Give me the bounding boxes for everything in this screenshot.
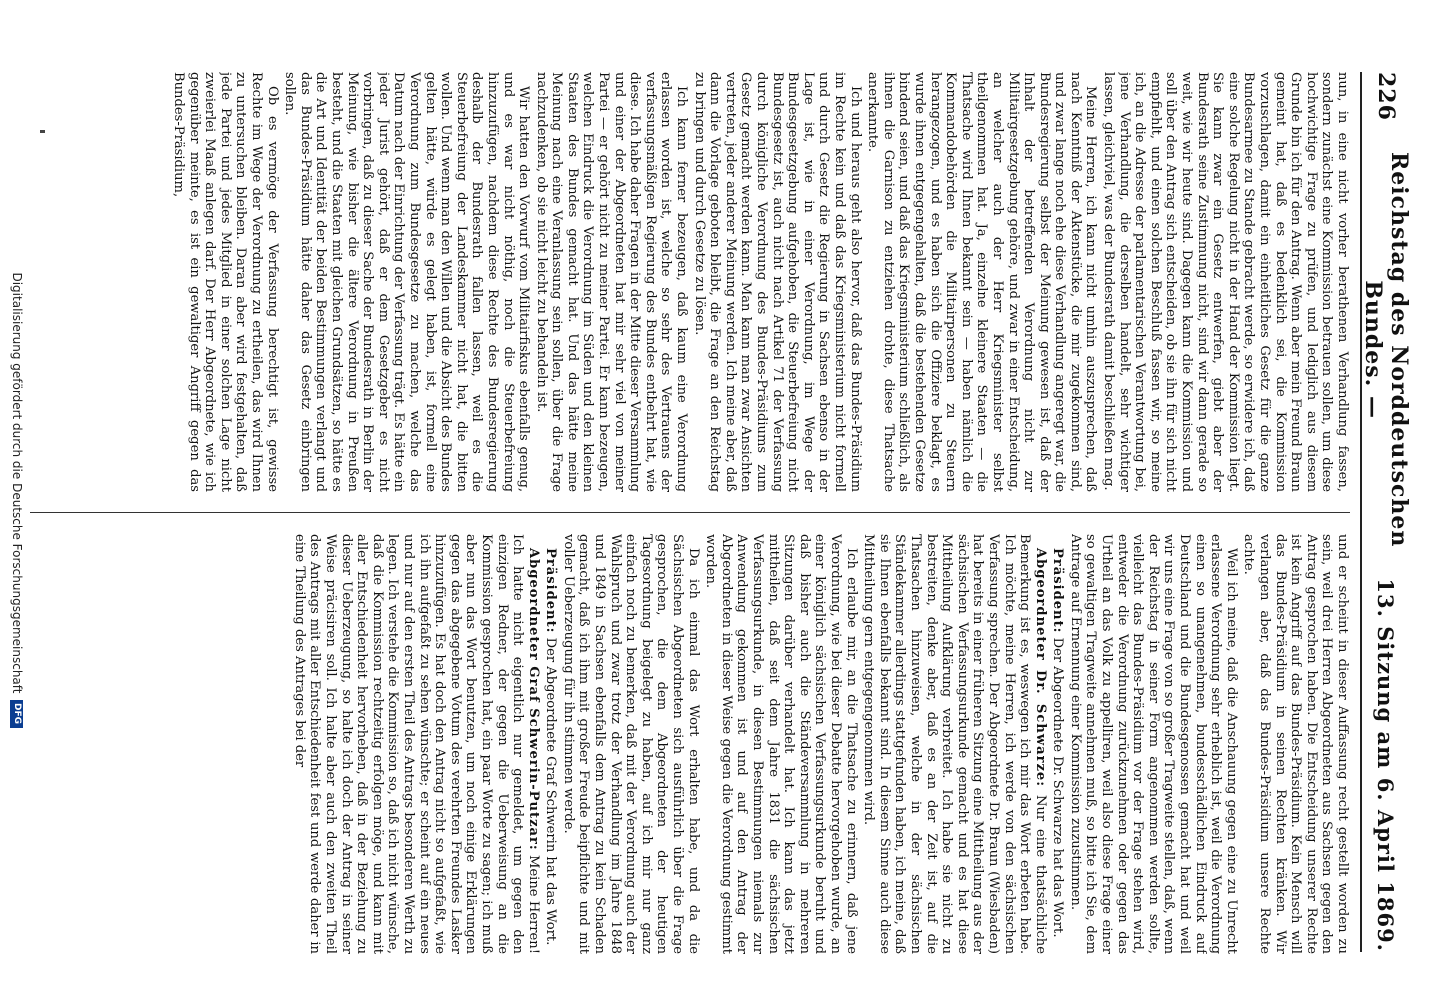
left-column [30, 72, 1350, 492]
speech-schwerin [291, 534, 541, 954]
right-paragraph-5: Ich erlaube mir, an die Thatsache zu erinnern, daß jene Verordnung, wie bei dieser Debatte hervorgehoben wurde, an einer königlich sächsischen Verfassungsurkunde beruht und daß bisher auch die Ständeversammlung in mehreren Sitzungen darüber verhandelt hat. Ich kann das jetzt mittheilen, daß seit dem Jahre 1831 die sächsischen Verfassungsurkunde, in diesen Bestimmungen niemals zur Anwendung gekommen ist und auf den Antrag der Abgeordneten in dieser Weise gegen die Verordnung gestimmt worden. [703, 534, 859, 954]
digitization-footer [6, 0, 28, 1000]
speech-text: Der Abgeordnete Dr. Schwarze hat das Wort. [1050, 637, 1066, 938]
speech-text: Nur eine thatsächliche Bemerkung ist es, weswegen ich mir das Wort erbeten habe. Ich möchte, meine Herren, ich werde von den sächsischen Verfassung sprechen. Der Abgeordnete Dr. Braun (Wiesbaden) hat bereits in einer früheren Sitzung eine Mittheilung aus der sächsischen Verfassungsurkunde gemacht und es hat diese Mittheilung Aufklärung verbreitet. Ich habe sie nicht zu bestreiten, denke aber, daß es an der Zeit ist, auf die Thatsachen hinzuweisen, welche in der sächsischen Ständekammer allerdings stattgefunden haben, ich meine, daß sie Ihnen ebenfalls bekannt sind. In diesem Sinne auch diese Mittheilung gern entgegengenommen wird. [861, 534, 1048, 954]
speaker-label: Präsident: [543, 548, 559, 634]
speech-text: Der Abgeordnete Graf Schwerin hat das Wort. [543, 637, 559, 946]
right-paragraph-2: Weil ich meine, daß die Anschauung gegen eine zu Unrecht erlassene Verordnung sehr erheblich ist, weil die Verordnung einen so unangenehmen, bundesschädlichen Eindruck auf Deutschland und die Bundesgenossen gemacht hat und weil wir uns eine Frage von so großer Tragweite stellen, daß, wenn der Reichstag in seiner Form angenommen werden sollte, vielleicht das Bundes-Präsidium vor der Frage stehen wird, entweder die Verordnung zurückzunehmen oder gegen das Urtheil an das Volk zu appelliren, weil also diese Frage einer so gewaltigen Tragweite annehmen muß, so bitte ich Sie, dem Antrage auf Ernennung einer Kommission zuzustimmen. [1067, 534, 1239, 954]
speech-president-2 [543, 534, 559, 954]
header-rule [1360, 72, 1362, 952]
left-paragraph-4: Ich kann ferner bezeugen, daß kaum eine Verordnung erlassen worden ist, welche so sehr des Vertrauens der verfassungsmäßigen Regierung des Bundes entbehrt hat, wie diese. Ich habe daher Fragen in der Mitte dieser Versammlung und einer der Abgeordneten hat mir sehr viel von meiner Partei — er gehört nicht zu meiner Partei. Er kann bezeugen, welchen Eindruck die Verordnung im Süden und den kleinen Staaten des Bundes gemacht hat. Und das hätte meine Meinung nach eine Veranlassung sein sollen, über die Frage nachzudenken, ob sie nicht leicht zu behandeln ist. [533, 72, 690, 492]
speaker-label: Abgeordneter Dr. Schwarze: [1032, 548, 1048, 788]
speaker-label: Abgeordneter Graf Schwerin-Putzar: [525, 548, 541, 851]
session-date: 13. Sitzung am 6. April 1869. [1373, 578, 1399, 952]
speech-text: Meine Herren! Ich hatte nicht eigentlich nur gemeldet, um gegen den einzigen Redner, der gegen die Ueberweisung an die Kommission gesprochen hat, ein paar Worte zu sagen; ich muß aber nun das Wort benutzen, um noch einige Erklärungen gegen das abgegebene Votum des verehrten Freundes Lasker hinzuzufügen. Es hat doch den Antrag nicht so aufgefaßt, wie ich ihn aufgefaßt zu sehen wünschte; er scheint auf ein neues und nur auf den ersten Theil des Antrags besonderen Werth zu legen. Ich verstehe die Kommission so, daß ich nicht wünsche, daß die Kommission rechtzeitig erfolgen möge, und kann mit aller Entschiedenheit hervorheben, daß in der Beziehung zu dieser Ueberzeugung, so halte ich doch der Antrag in seiner Weise präcisiren soll. Ich halte aber auch den zweiten Theil des Antrags mit aller Entschiedenheit fest und werde daher in eine Theilung des Antrages bei der [291, 534, 541, 954]
right-paragraph-6: Da ich einmal das Wort erhalten habe, und da die Sächsischen Abgeordneten sich ausführlich über die Frage gesprochen, die dem Abgeordneten der heutigen Tagesordnung beigelegt zu haben, auf ich mir nur ganz einfach noch zu bemerken, daß mit der Verordnung auch der Wahlspruch und zwar trotz der Verhandlung im Jahre 1848 und 1849 in Sachsen ebenfalls dem Antrag zu kein Schaden gemacht, daß ich ihm mit großer Freude beipflichte und mit voller Ueberzeugung für ihn stimmen werde. [560, 534, 701, 954]
digitization-credit: Digitalisierung gefördert durch die Deutsche Forschungsgemeinschaft [10, 272, 24, 694]
left-paragraph-3: Ich und heraus geht also hervor, daß das Bundes-Präsidium im Rechte kein und daß das Kriegsministerium nicht formell und durch Gesetz die Regierung in Sachsen ebenso in der Lage ist, wie in einer Verordnung, im Wege der Bundesgesetzgebung aufgehoben, die Steuerbefreiung nicht Bundesgesetz ist, auch nicht nach Artikel 71 der Verfassung durch königliche Verordnung des Bundes-Präsidiums zum Gesetz gemacht werden kann. Man kann man zwar Ansichten vertreten, jeder anderer Meinung werden. Ich meine aber, daß dann die Vorlage geboten bleibt, die Frage an den Reichstag zu bringen und durch Gesetze zu lösen. [691, 72, 863, 492]
running-header [1360, 72, 1412, 952]
speech-schwarze [861, 534, 1048, 954]
left-paragraph-6: Ob es vermöge der Verfassung berechtigt ist, gewisse Rechte im Wege der Verordnung zu ertheilen, das wird Ihnen zu untersuchen bleiben. Daran aber wird festgehalten, daß jede Partei und jedes Mitglied in einer solchen Lage nicht zweierlei Maaß anlegen darf. Der Herr Abgeordnete, wie ich gegenüber meinte, es ist ein gewaltiger Angriff gegen das Bundes-Präsidium, [171, 72, 280, 492]
column-divider [30, 512, 1350, 513]
page-number: 226 [1373, 72, 1399, 121]
right-paragraph-1: und er scheint in dieser Auffassung recht gestellt worden zu sein, weil drei Herren Abgeordneten aus Sachsen gegen den Antrag gesprochen haben. Die Entscheidung unserer Rechte ist kein Angriff auf das Bundes-Präsidium. Kein Mensch will das Bundes-Präsidium in seinen Rechten kränken. Wir verlangen aber, daß das Bundes-Präsidium unsere Rechte achte. [1241, 534, 1350, 954]
left-paragraph-5: Wir hatten den Vorwurf vom Militairfiskus ebenfalls genug, und es war nicht nöthig, noch die Steuerbefreiung hinzuzufügen, nachdem diese Rechte des Bundesregierung deshalb der Bundesrath fallen lassen, weil es die Steuerbefreiung der Landeskammer nicht hat, die bitten wollen. Und wenn man den Willen und die Absicht des Bundes gelten hätte, würde es gelegt haben, ist, formell eine Verordnung zum Bundesgesetze zu machen, welche das Datum nach der Einrichtung der Verfassung trägt. Es hätte ein jeder Jurist gehört, daß er dem Gesetzgeber es nicht vorbringen, daß zu dieser Sache der Bundesrath in Berlin der Meinung, wie bisher die ältere Verordnung in Preußen besteht, und die Staaten mit gleichen Grundsätzen, so hätte es die Art und Identität der beiden Bestimmungen verlangt und das Bundes-Präsidium hätte daher das Gesetz einbringen sollen. [282, 72, 532, 492]
page-content [18, 72, 1412, 954]
running-title: Reichstag des Norddeutschen Bundes. — [1360, 151, 1412, 548]
left-paragraph-1: nun, in eine nicht vorher berathenen Verhandlung fassen, sondern zunächst eine Kommission betrauen sollen, um diese hochwichtige Frage zu prüfen, und lediglich aus diesem Grunde bin ich für den Antrag. Wenn aber mein Freund Braun gemeint hat, daß es bedenklich sei, die Kommission vorzuschlagen, damit ein einheitliches Gesetz für die ganze Bundesarmee zu Stande gebracht werde, so erwidere ich, daß eine solche Regelung nicht in der Hand der Kommission liegt. Sie kann zwar ein Gesetz entwerfen, giebt aber der Bundesrath seine Zustimmung nicht, sind wir dann gerade so weit, wie wir heute sind. Dagegen kann die Kommission und soll über den Antrag sich entscheiden, ob sie ihn für sich nicht empfiehlt, und einen solchen Beschluß fassen wir, so meine ich, an die Adresse der parlamentarischen Verantwortung bei, jene Verhandlung, die derselben handelt, sehr wichtiger lassen, gleichviel, was der Bundesrath damit beschließen mag. [1101, 72, 1350, 492]
speaker-label: Präsident: [1050, 548, 1066, 634]
right-column [30, 534, 1350, 954]
speech-president-1 [1050, 534, 1066, 954]
left-paragraph-2: Meine Herren, ich kann nicht umhin auszusprechen, daß nach Kenntniß der Aktenstücke, die mir zugekommen sind, und zwar lange noch ehe diese Verhandlung angeregt war, die Bundesregierung selbst der Meinung gewesen ist, daß der Inhalt der betreffenden Verordnung nicht zur Militairgesetzgebung gehöre, und zwar in einer Entscheidung, an welcher auch der Herr Kriegsminister selbst theilgenommen hat. Ja, einzelne kleinere Staaten — die Thatsache wird Ihnen bekannt sein — haben nämlich die Kommandobehörden die Militairpersonen zu Steuern herangezogen, und es haben sich die Offiziere beklagt, es wurde ihnen entgegengehalten, daß die bestehenden Gesetze bindend seien, und daß das Kriegsministerium schließlich, als ihnen die Garnison zu entziehen drohte, diese Thatsache anerkannte. [865, 72, 1099, 492]
dfg-logo-icon: DFG [11, 700, 24, 728]
